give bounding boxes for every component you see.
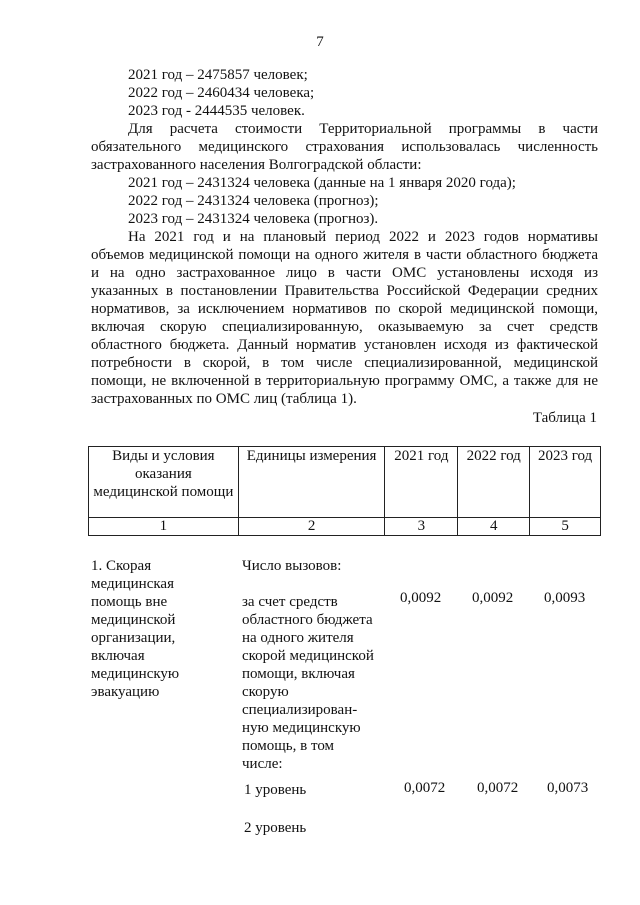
row-1-value-2021: 0,0092 [400,590,442,606]
col-number-3: 3 [385,518,458,536]
population-2022: 2022 год – 2460434 человека; [128,85,315,101]
level-1-value-2023: 0,0073 [547,780,589,796]
paragraph-oms-population: Для расчета стоимости Территориальной программы в части обязательного медицинского страхования использовалась численность застрахованного населения Волгоградской области: [91,121,598,173]
table-column-numbers-row [89,518,601,536]
header-unit: Единицы измерения [238,447,385,518]
level-1-value-2021: 0,0072 [404,780,446,796]
header-type: Виды и условия оказания медицинской помощи [89,447,239,518]
insured-2023: 2023 год – 2431324 человека (прогноз). [128,211,379,227]
col-number-1: 1 [89,518,239,536]
level-2-label: 2 уровень [244,820,307,836]
level-1-label: 1 уровень [244,782,307,798]
insured-2022: 2022 год – 2431324 человека (прогноз); [128,193,379,209]
row-1-unit-description: за счет средств областного бюджета на одного жителя скорой медицинской помощи, включая скорую специализирован- ную медицинскую помощь, в том числе: [242,594,374,772]
table-caption: Таблица 1 [532,410,597,426]
page-number: 7 [316,34,324,50]
header-2021: 2021 год [385,447,458,518]
insured-2021: 2021 год – 2431324 человека (данные на 1 января 2020 года); [128,175,516,191]
row-1-unit-title: Число вызовов: [242,558,342,574]
population-2023: 2023 год - 2444535 человек. [128,103,305,119]
row-1-value-2023: 0,0093 [544,590,586,606]
header-2022: 2022 год [458,447,530,518]
table-header-row [89,447,601,518]
col-number-5: 5 [530,518,601,536]
row-1-type: 1. Скорая медицинская помощь вне медицинской организации, включая медицинскую эвакуацию [91,558,180,700]
population-2021: 2021 год – 2475857 человек; [128,67,308,83]
level-1-value-2022: 0,0072 [477,780,519,796]
table-1 [88,446,601,536]
col-number-2: 2 [238,518,385,536]
header-2023: 2023 год [530,447,601,518]
row-1-value-2022: 0,0092 [472,590,514,606]
paragraph-norms: На 2021 год и на плановый период 2022 и 2023 годов нормативы объемов медицинской помощи на одного жителя в части областного бюджета и на одно застрахованное лицо в части ОМС установлены исходя из указанных в постановлении Правительства Российской Федерации средних нормативов, за исключением нормативов по скорой медицинской помощи, включая скорую специализированную, оказываемую за счет средств областного бюджета. Данный норматив установлен исходя из фактической потребности в скорой, в том числе специализированной, медицинской помощи, не включенной в территориальную программу ОМС, а также для не застрахованных по ОМС лиц (таблица 1). [91,229,598,407]
col-number-4: 4 [458,518,530,536]
